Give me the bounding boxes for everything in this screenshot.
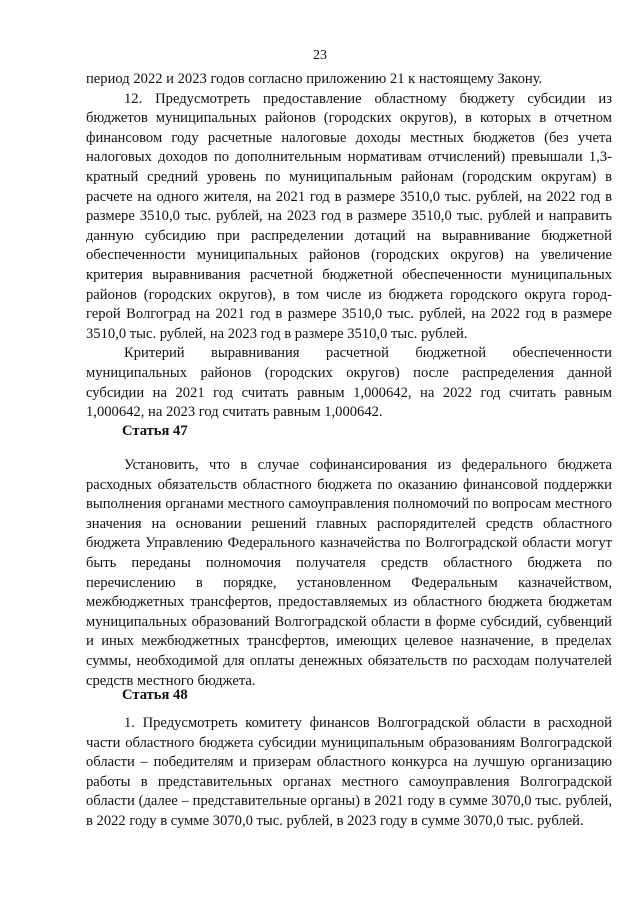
- article-47-heading: Статья 47: [122, 423, 188, 439]
- continuation-paragraph: период 2022 и 2023 годов согласно приложению 21 к настоящему Закону.: [86, 71, 543, 87]
- criterion-paragraph: Критерий выравнивания расчетной бюджетной обеспеченности муниципальных районов (городских округов) после распределения данной субсидии на 2021 год считать равным 1,000642, на 2022 год считать равным 1,000642, на 2023 год считать равным 1,000642.: [86, 345, 612, 421]
- article-48-item-1-paragraph: 1. Предусмотреть комитету финансов Волгоградской области в расходной части областного бюджета субсидии муниципальным образованиям Волгоградской области – победителям и призерам областного конкурса на лучшую организацию работы в представительных органах местного самоуправления Волгоградской области (далее – представительные органы) в 2021 году в сумме 3070,0 тыс. рублей, в 2022 году в сумме 3070,0 тыс. рублей, в 2023 году в сумме 3070,0 тыс. рублей.: [86, 715, 612, 829]
- top-text-block: [86, 70, 612, 423]
- article-48-heading: Статья 48: [122, 687, 188, 703]
- item-12-paragraph: 12. Предусмотреть предоставление областному бюджету субсидии из бюджетов муниципальных районов (городских округов), в которых в отчетном финансовом году расчетные налоговые доходы местных бюджетов (без учета налоговых доходов по дополнительным нормативам отчислений) превышали 1,3-кратный средний уровень по муниципальным районам (городским округам) в расчете на одного жителя, на 2021 год в размере 3510,0 тыс. рублей, на 2022 год в размере 3510,0 тыс. рублей, на 2023 год в размере 3510,0 тыс. рублей и направить данную субсидию при распределении дотаций на выравнивание бюджетной обеспеченности муниципальных районов (городских округов) на увеличение критерия выравнивания расчетной бюджетной обеспеченности муниципальных районов (городских округов), в том числе из бюджета городского округа город-герой Волгоград на 2021 год в размере 3510,0 тыс. рублей, на 2022 год в размере 3510,0 тыс. рублей, на 2023 год в размере 3510,0 тыс. рублей.: [86, 90, 612, 342]
- article-47-paragraph: Установить, что в случае софинансирования из федерального бюджета расходных обязательств областного бюджета по оказанию финансовой поддержки выполнения органами местного самоуправления полномочий по вопросам местного значения на основании решений главных распорядителей средств областного бюджета Управлению Федерального казначейства по Волгоградской области могут быть переданы полномочия получателя средств областного бюджета по перечислению в порядке, установленном Федеральным казначейством, межбюджетных трансфертов, предоставляемых из областного бюджета бюджетам муниципальных образований Волгоградской области в форме субсидий, субвенций и иных межбюджетных трансфертов, имеющих целевое назначение, в пределах суммы, необходимой для оплаты денежных обязательств по расходам получателей средств местного бюджета.: [86, 457, 612, 689]
- article-48-text-block: [86, 714, 612, 832]
- page-number: 23: [313, 48, 327, 63]
- article-47-text-block: [86, 456, 612, 691]
